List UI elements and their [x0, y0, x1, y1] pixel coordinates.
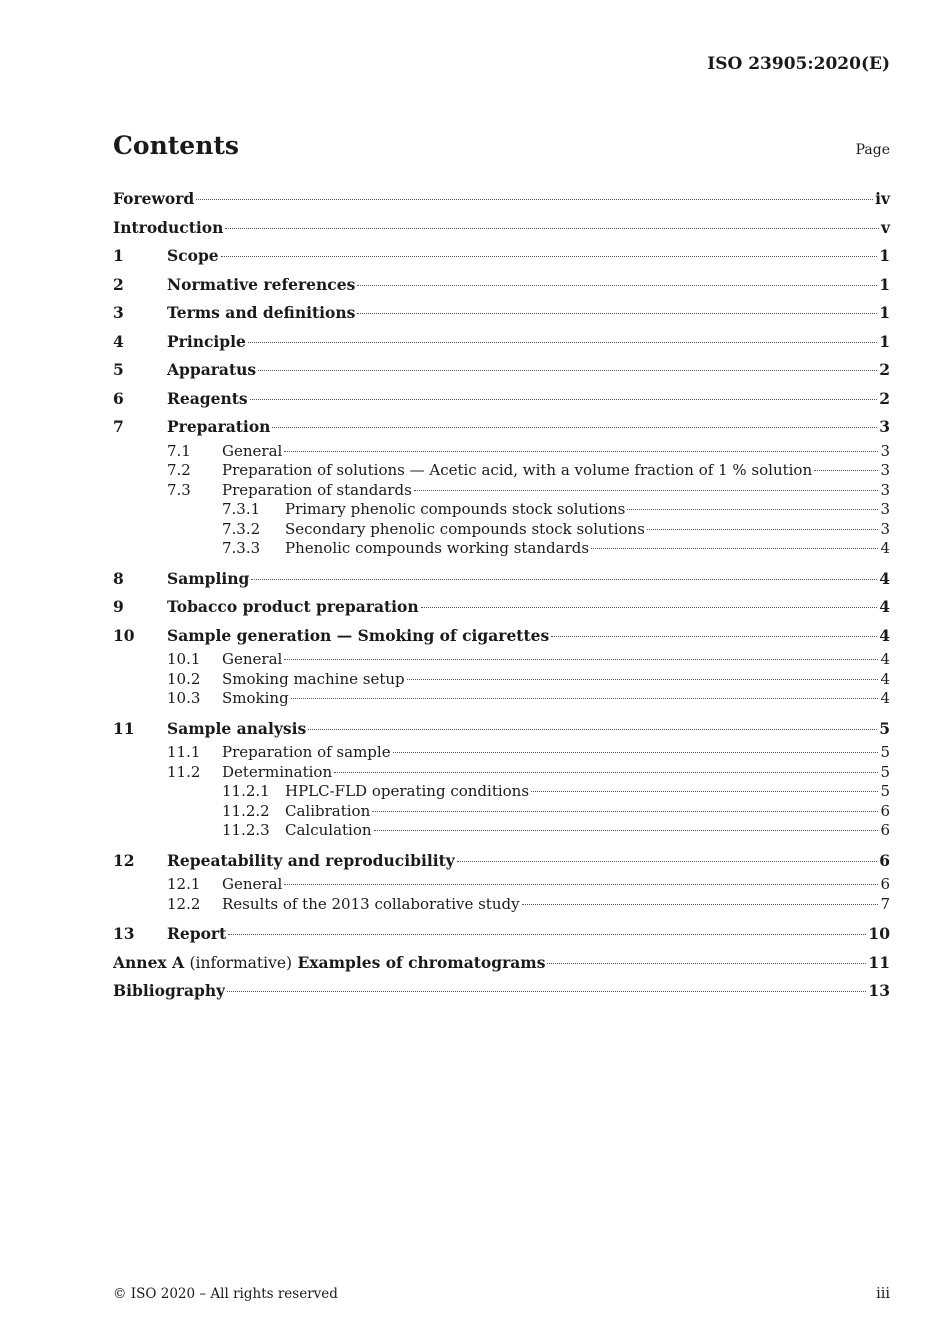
leader-dots — [547, 963, 866, 964]
toc-entry-13[interactable] — [113, 920, 890, 949]
leader-dots — [531, 791, 878, 792]
leader-dots — [374, 830, 879, 831]
leader-dots — [647, 529, 879, 530]
toc-title: Sample analysis — [167, 718, 307, 738]
toc-number: 7.2 — [167, 461, 191, 479]
toc-title: Smoking — [222, 689, 289, 707]
toc-number: 4 — [113, 331, 124, 351]
toc-page: v — [880, 217, 890, 237]
leader-dots — [357, 313, 877, 314]
toc-number: 11 — [113, 718, 135, 738]
toc-title: Normative references — [167, 274, 356, 294]
toc-title: Terms and definitions — [167, 303, 356, 322]
toc-entry-12-1[interactable] — [113, 875, 890, 895]
leader-dots — [258, 370, 877, 371]
leader-dots — [814, 470, 878, 471]
toc-entry-7-2[interactable] — [113, 461, 890, 481]
footer-copyright: © ISO 2020 – All rights reserved — [113, 1286, 338, 1302]
toc-title: Report — [167, 924, 227, 943]
toc-number: 7 — [113, 417, 124, 436]
toc-page: 3 — [880, 480, 890, 499]
toc-number: 7.3.3 — [222, 539, 261, 557]
toc-entry-3[interactable] — [113, 299, 890, 328]
toc-title: Secondary phenolic compounds stock solutions — [285, 519, 645, 538]
toc-title: Foreword — [113, 189, 195, 208]
toc-title: Calculation — [285, 821, 372, 839]
toc-entry-10-3[interactable] — [113, 689, 890, 709]
leader-dots — [221, 256, 878, 257]
toc-number: 6 — [113, 388, 124, 408]
toc-page: 6 — [880, 821, 890, 839]
leader-dots — [591, 548, 878, 549]
leader-dots — [334, 772, 878, 773]
toc-number: 10.3 — [167, 689, 201, 707]
toc-page: 11 — [868, 952, 890, 972]
toc-entry-6[interactable] — [113, 385, 890, 414]
toc-title: Preparation of standards — [222, 480, 412, 499]
toc-page: 4 — [879, 597, 890, 616]
leader-dots — [421, 607, 878, 608]
toc-number: 12 — [113, 850, 135, 870]
toc-title: General — [222, 650, 283, 668]
toc-title: Smoking machine setup — [222, 669, 405, 688]
toc-entry-11-2-3[interactable] — [113, 821, 890, 841]
toc-title: Sample generation — Smoking of cigarettes — [167, 625, 550, 645]
toc-entry-4[interactable] — [113, 328, 890, 357]
leader-dots — [250, 399, 878, 400]
toc-number: 11.2.2 — [222, 801, 270, 820]
toc-title: Bibliography — [113, 981, 226, 1000]
toc-entry-7[interactable] — [113, 413, 890, 442]
toc-entry-10-1[interactable] — [113, 650, 890, 670]
toc-number: 12.1 — [167, 875, 201, 893]
toc-entry-10[interactable] — [113, 622, 890, 651]
toc-title: Primary phenolic compounds stock solutions — [285, 500, 626, 518]
annex-qualifier: (informative) — [189, 953, 293, 972]
toc-title — [113, 949, 545, 978]
toc-page: 5 — [879, 718, 890, 738]
toc-entry-1[interactable] — [113, 242, 890, 271]
toc-number: 12.2 — [167, 894, 201, 913]
toc-title: Introduction — [113, 217, 224, 237]
toc-page: 1 — [879, 331, 890, 351]
leader-dots — [551, 636, 877, 637]
toc-number: 10.1 — [167, 650, 201, 668]
toc-page: 6 — [880, 875, 890, 893]
toc-entry-12-2[interactable] — [113, 895, 890, 915]
toc-page: 1 — [879, 303, 890, 322]
toc-entry-7-3-2[interactable] — [113, 520, 890, 540]
toc-number: 2 — [113, 274, 124, 294]
leader-dots — [284, 451, 878, 452]
leader-dots — [372, 811, 878, 812]
toc-page: 2 — [879, 360, 890, 379]
toc-entry-7-1[interactable] — [113, 442, 890, 462]
leader-dots — [393, 752, 879, 753]
toc-entry-10-2[interactable] — [113, 670, 890, 690]
toc-page: 1 — [879, 246, 890, 265]
toc-entry-11-2[interactable] — [113, 763, 890, 783]
toc-page: 2 — [879, 388, 890, 408]
toc-page: 4 — [880, 689, 890, 707]
toc-page: 4 — [880, 539, 890, 557]
toc-number: 10.2 — [167, 669, 201, 688]
leader-dots — [414, 490, 879, 491]
toc-title: HPLC-FLD operating conditions — [285, 782, 530, 800]
toc-entry-7-3-3[interactable] — [113, 539, 890, 559]
leader-dots — [357, 285, 877, 286]
leader-dots — [248, 342, 877, 343]
toc-title: Scope — [167, 246, 219, 265]
leader-dots — [227, 991, 866, 992]
toc-page: 5 — [880, 743, 890, 761]
toc-title: Reagents — [167, 388, 248, 408]
leader-dots — [522, 904, 879, 905]
toc-entry-11[interactable] — [113, 715, 890, 744]
toc-number: 1 — [113, 246, 124, 265]
toc-title: Repeatability and reproducibility — [167, 850, 455, 870]
toc-page: 13 — [868, 981, 890, 1000]
toc-title: Principle — [167, 331, 246, 351]
leader-dots — [627, 509, 878, 510]
toc-entry-introduction[interactable] — [113, 214, 890, 243]
toc-entry-5[interactable] — [113, 356, 890, 385]
toc-page: iv — [875, 189, 890, 208]
toc-page: 3 — [880, 519, 890, 538]
toc-page: 5 — [880, 762, 890, 781]
leader-dots — [251, 579, 877, 580]
toc-entry-12[interactable] — [113, 847, 890, 876]
leader-dots — [284, 659, 878, 660]
document-id: ISO 23905:2020(E) — [707, 54, 890, 74]
toc-title: Calibration — [285, 801, 371, 820]
toc-entry-foreword[interactable] — [113, 185, 890, 214]
toc-page: 3 — [880, 461, 890, 479]
toc-entry-11-2-2[interactable] — [113, 802, 890, 822]
leader-dots — [272, 427, 877, 428]
contents-heading: Contents — [113, 131, 240, 160]
toc-title: Sampling — [167, 568, 250, 588]
toc-number: 7.3.1 — [222, 500, 261, 518]
toc-number: 11.2 — [167, 762, 201, 781]
toc-title: Preparation of solutions — Acetic acid, with a volume fraction of 1 % solution — [222, 461, 813, 479]
toc-entry-8[interactable] — [113, 565, 890, 594]
table-of-contents — [113, 185, 890, 1006]
toc-number: 11.1 — [167, 743, 201, 761]
toc-page: 7 — [880, 894, 890, 913]
leader-dots — [225, 228, 879, 229]
toc-entry-9[interactable] — [113, 593, 890, 622]
toc-page: 1 — [879, 274, 890, 294]
toc-title: Preparation of sample — [222, 743, 391, 761]
toc-number: 11.2.1 — [222, 782, 270, 800]
toc-page: 3 — [879, 417, 890, 436]
toc-entry-11-2-1[interactable] — [113, 782, 890, 802]
toc-page: 4 — [880, 669, 890, 688]
toc-page: 6 — [879, 850, 890, 870]
toc-entry-7-3[interactable] — [113, 481, 890, 501]
toc-number: 9 — [113, 597, 124, 616]
leader-dots — [228, 934, 866, 935]
toc-title: Determination — [222, 762, 333, 781]
leader-dots — [308, 729, 877, 730]
toc-number: 11.2.3 — [222, 821, 270, 839]
toc-number: 13 — [113, 924, 135, 943]
toc-title: Tobacco product preparation — [167, 597, 419, 616]
toc-entry-bibliography[interactable] — [113, 977, 890, 1006]
toc-entry-11-1[interactable] — [113, 743, 890, 763]
toc-page: 3 — [880, 441, 890, 460]
toc-page: 4 — [879, 625, 890, 645]
toc-number: 5 — [113, 360, 124, 379]
toc-number: 7.3 — [167, 480, 191, 499]
annex-label: Annex A — [113, 952, 185, 972]
toc-title: General — [222, 441, 283, 460]
annex-title: Examples of chromatograms — [297, 952, 546, 972]
toc-page: 3 — [880, 500, 890, 518]
toc-page: 5 — [880, 782, 890, 800]
toc-page: 4 — [880, 650, 890, 668]
toc-page: 4 — [879, 568, 890, 588]
leader-dots — [284, 884, 878, 885]
toc-number: 10 — [113, 625, 135, 645]
leader-dots — [291, 698, 879, 699]
toc-entry-2[interactable] — [113, 271, 890, 300]
toc-number: 7.1 — [167, 441, 191, 460]
toc-entry-7-3-1[interactable] — [113, 500, 890, 520]
toc-page: 10 — [868, 924, 890, 943]
toc-title: Preparation — [167, 417, 271, 436]
page-column-label: Page — [855, 142, 890, 158]
toc-title: Phenolic compounds working standards — [285, 539, 590, 557]
toc-number: 8 — [113, 568, 124, 588]
footer-page-number: iii — [876, 1286, 890, 1302]
toc-entry-annex-a[interactable] — [113, 949, 890, 978]
toc-title: Apparatus — [167, 360, 257, 379]
toc-number: 7.3.2 — [222, 519, 261, 538]
leader-dots — [196, 199, 873, 200]
leader-dots — [457, 861, 877, 862]
toc-title: General — [222, 875, 283, 893]
leader-dots — [407, 679, 879, 680]
toc-page: 6 — [880, 801, 890, 820]
toc-title: Results of the 2013 collaborative study — [222, 894, 520, 913]
toc-number: 3 — [113, 303, 124, 322]
